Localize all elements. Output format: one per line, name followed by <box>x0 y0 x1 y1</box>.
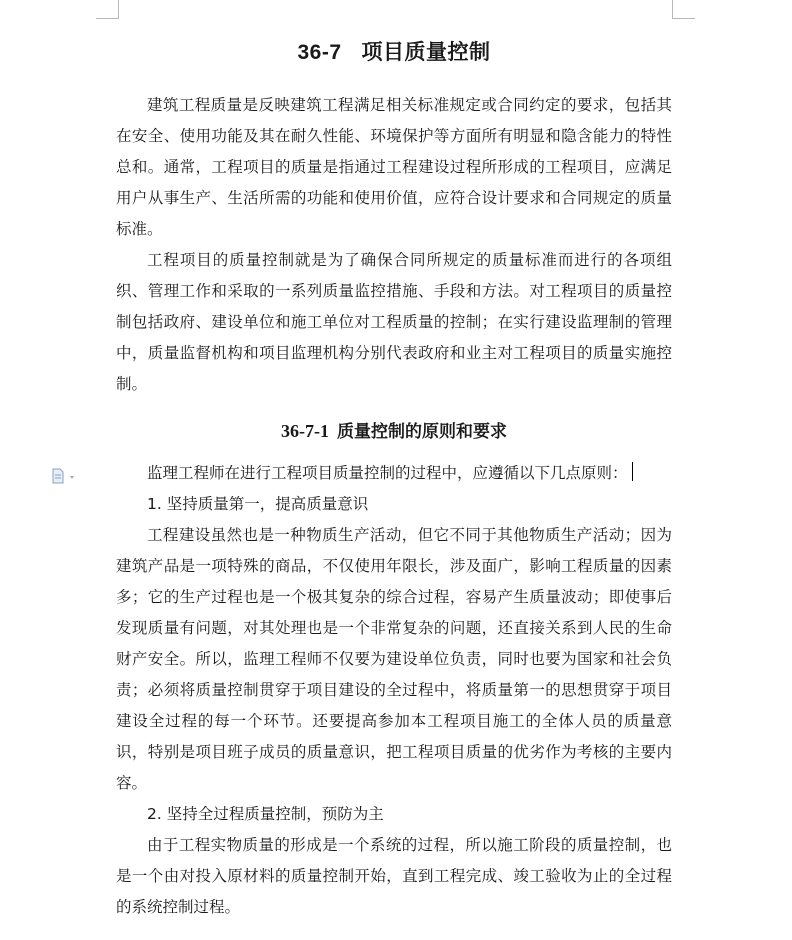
text-cursor <box>632 462 634 481</box>
principle-1-body[interactable]: 工程建设虽然也是一种物质生产活动，但它不同于其他物质生产活动；因为建筑产品是一项特殊的商品，不仅使用年限长，涉及面广，影响工程质量的因素多；它的生产过程也是一个极其复杂的综合过程，容易产生质量波动；即使事后发现质量有问题，对其处理也是一个非常复杂的问题，还直接关系到人民的生命财产安全。所以，监理工程师不仅要为建设单位负责，同时也要为国家和社会负责；必须将质量控制贯穿于项目建设的全过程中，将质量第一的思想贯穿于项目建设全过程的每一个环节。还要提高参加本工程项目施工的全体人员的质量意识，特别是项目班子成员的质量意识，把工程项目质量的优劣作为考核的主要内容。 <box>116 526 672 792</box>
section-title-number: 36-7-1 <box>281 421 329 441</box>
page-title-text: 项目质量控制 <box>361 41 491 64</box>
principle-2-body[interactable]: 由于工程实物质量的形成是一个系统的过程，所以施工阶段的质量控制，也是一个由对投入原材料的质量控制开始，直到工程完成、竣工验收为止的全过程的系统控制过程。 <box>116 836 672 916</box>
intro-paragraph-2[interactable]: 工程项目的质量控制就是为了确保合同所规定的质量标准而进行的各项组织、管理工作和采取的一系列质量监控措施、手段和方法。对工程项目的质量控制包括政府、建设单位和施工单位对工程质量的控制；在实行建设监理制的管理中，质量监督机构和项目监理机构分别代表政府和业主对工程项目的质量实施控制。 <box>116 251 672 393</box>
principle-2-heading[interactable]: 2. 坚持全过程质量控制，预防为主 <box>147 805 384 823</box>
page-title <box>116 36 672 70</box>
document-page <box>116 36 672 923</box>
section-title-text: 质量控制的原则和要求 <box>337 422 507 442</box>
section-lead-paragraph[interactable] <box>116 458 672 489</box>
page-corner-mark-top-left <box>96 0 119 19</box>
intro-paragraph-1[interactable]: 建筑工程质量是反映建筑工程满足相关标准规定或合同约定的要求，包括其在安全、使用功能及其在耐久性能、环境保护等方面所有明显和隐含能力的特性总和。通常，工程项目的质量是指通过工程建设过程所形成的工程项目，应满足用户从事生产、生活所需的功能和使用价值，应符合设计要求和合同规定的质量标准。 <box>116 96 672 238</box>
section-lead-text: 监理工程师在进行工程项目质量控制的过程中，应遵循以下几点原则： <box>147 464 628 482</box>
page-corner-mark-top-right <box>672 0 695 19</box>
page-title-number: 36-7 <box>297 41 342 64</box>
paragraph-marker-icon[interactable] <box>52 468 78 484</box>
principle-1-heading[interactable]: 1. 坚持质量第一，提高质量意识 <box>147 495 369 513</box>
section-title <box>116 408 672 454</box>
